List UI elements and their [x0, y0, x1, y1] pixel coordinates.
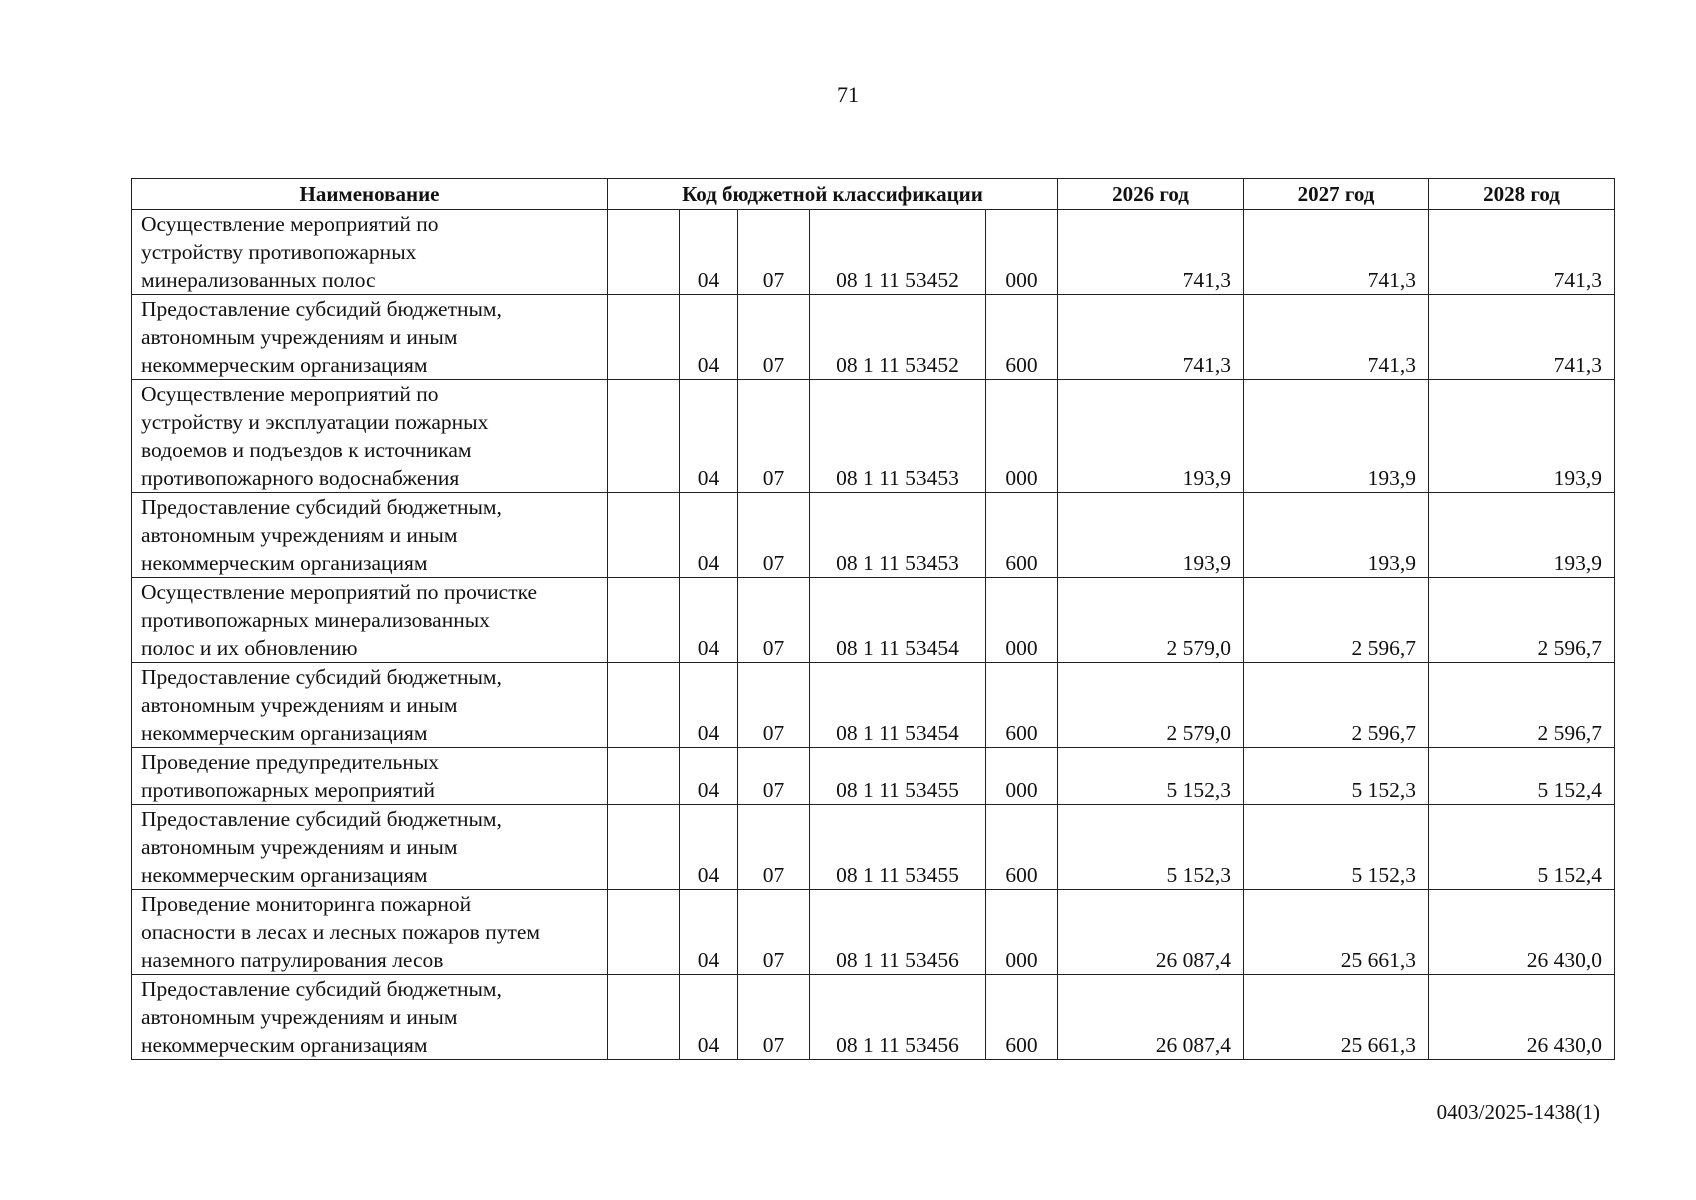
- code-target-article: 08 1 11 53454: [810, 663, 986, 748]
- amount-2027: 193,9: [1244, 380, 1429, 493]
- row-name-line: Осуществление мероприятий по: [141, 212, 439, 236]
- header-year-2026: 2026 год: [1058, 179, 1244, 210]
- code-subsection: 07: [738, 975, 810, 1060]
- code-target-article: 08 1 11 53456: [810, 975, 986, 1060]
- code-target-article: 08 1 11 53452: [810, 295, 986, 380]
- table-row: [132, 663, 1615, 748]
- table-body: [132, 210, 1615, 1060]
- page-number: 71: [837, 82, 859, 107]
- header-year-2028: 2028 год: [1429, 179, 1615, 210]
- row-name-line: Осуществление мероприятий по прочистке: [141, 580, 538, 604]
- amount-2028: 5 152,4: [1429, 748, 1615, 805]
- row-name: [132, 578, 608, 663]
- header-budget-code: Код бюджетной классификации: [608, 179, 1058, 210]
- code-section: 04: [680, 890, 738, 975]
- amount-2026: 193,9: [1058, 380, 1244, 493]
- code-subsection: 07: [738, 578, 810, 663]
- table-row: [132, 210, 1615, 295]
- amount-2027: 193,9: [1244, 493, 1429, 578]
- code-target-article: 08 1 11 53452: [810, 210, 986, 295]
- row-name-line: некоммерческим организациям: [141, 1033, 428, 1057]
- row-name-line: автономным учреждениям и иным: [141, 693, 458, 717]
- amount-2028: 2 596,7: [1429, 663, 1615, 748]
- amount-2028: 741,3: [1429, 295, 1615, 380]
- table-row: [132, 805, 1615, 890]
- code-section: 04: [680, 578, 738, 663]
- row-name-line: наземного патрулирования лесов: [141, 948, 444, 972]
- row-name: [132, 210, 608, 295]
- amount-2027: 741,3: [1244, 210, 1429, 295]
- amount-2027: 2 596,7: [1244, 578, 1429, 663]
- row-name-line: Предоставление субсидий бюджетным,: [141, 807, 502, 831]
- amount-2026: 26 087,4: [1058, 975, 1244, 1060]
- row-name: [132, 805, 608, 890]
- table-row: [132, 380, 1615, 493]
- code-section: 04: [680, 975, 738, 1060]
- amount-2026: 5 152,3: [1058, 748, 1244, 805]
- header-year-2027: 2027 год: [1244, 179, 1429, 210]
- row-name-line: опасности в лесах и лесных пожаров путем: [141, 920, 541, 944]
- row-name: [132, 975, 608, 1060]
- row-name-line: Предоставление субсидий бюджетным,: [141, 297, 502, 321]
- code-subsection: 07: [738, 663, 810, 748]
- code-target-article: 08 1 11 53454: [810, 578, 986, 663]
- code-target-article: 08 1 11 53453: [810, 380, 986, 493]
- amount-2026: 26 087,4: [1058, 890, 1244, 975]
- code-blank-cell: [608, 578, 680, 663]
- row-name: [132, 295, 608, 380]
- code-target-article: 08 1 11 53455: [810, 748, 986, 805]
- amount-2027: 5 152,3: [1244, 805, 1429, 890]
- code-blank-cell: [608, 975, 680, 1060]
- code-expense-type: 600: [986, 663, 1058, 748]
- amount-2027: 25 661,3: [1244, 975, 1429, 1060]
- row-name-line: водоемов и подъездов к источникам: [141, 438, 472, 462]
- code-expense-type: 600: [986, 493, 1058, 578]
- amount-2026: 5 152,3: [1058, 805, 1244, 890]
- code-subsection: 07: [738, 748, 810, 805]
- row-name-line: противопожарных мероприятий: [141, 778, 436, 802]
- row-name-line: полос и их обновлению: [141, 636, 358, 660]
- row-name-line: противопожарных минерализованных: [141, 608, 490, 632]
- code-target-article: 08 1 11 53455: [810, 805, 986, 890]
- code-section: 04: [680, 748, 738, 805]
- code-expense-type: 000: [986, 380, 1058, 493]
- amount-2026: 741,3: [1058, 295, 1244, 380]
- code-subsection: 07: [738, 890, 810, 975]
- row-name-line: Предоставление субсидий бюджетным,: [141, 977, 502, 1001]
- row-name-line: автономным учреждениям и иным: [141, 523, 458, 547]
- budget-table: [131, 178, 1615, 1060]
- code-target-article: 08 1 11 53456: [810, 890, 986, 975]
- row-name-line: автономным учреждениям и иным: [141, 325, 458, 349]
- code-expense-type: 000: [986, 748, 1058, 805]
- table-row: [132, 890, 1615, 975]
- code-subsection: 07: [738, 295, 810, 380]
- table-row: [132, 578, 1615, 663]
- amount-2026: 2 579,0: [1058, 578, 1244, 663]
- code-expense-type: 000: [986, 210, 1058, 295]
- code-target-article: 08 1 11 53453: [810, 493, 986, 578]
- table-row: [132, 295, 1615, 380]
- code-subsection: 07: [738, 805, 810, 890]
- row-name-line: некоммерческим организациям: [141, 863, 428, 887]
- code-section: 04: [680, 380, 738, 493]
- row-name-line: устройству и эксплуатации пожарных: [141, 410, 489, 434]
- row-name-line: автономным учреждениям и иным: [141, 835, 458, 859]
- document-code: 0403/2025-1438(1): [1436, 1100, 1600, 1124]
- code-expense-type: 600: [986, 805, 1058, 890]
- row-name-line: Осуществление мероприятий по: [141, 382, 439, 406]
- row-name-line: Предоставление субсидий бюджетным,: [141, 495, 502, 519]
- code-blank-cell: [608, 805, 680, 890]
- code-expense-type: 600: [986, 975, 1058, 1060]
- code-subsection: 07: [738, 493, 810, 578]
- code-blank-cell: [608, 380, 680, 493]
- code-subsection: 07: [738, 380, 810, 493]
- amount-2028: 5 152,4: [1429, 805, 1615, 890]
- code-blank-cell: [608, 210, 680, 295]
- code-blank-cell: [608, 890, 680, 975]
- code-blank-cell: [608, 493, 680, 578]
- row-name-line: некоммерческим организациям: [141, 721, 428, 745]
- row-name: [132, 890, 608, 975]
- code-expense-type: 000: [986, 890, 1058, 975]
- amount-2027: 2 596,7: [1244, 663, 1429, 748]
- amount-2028: 26 430,0: [1429, 890, 1615, 975]
- code-section: 04: [680, 663, 738, 748]
- amount-2028: 2 596,7: [1429, 578, 1615, 663]
- amount-2027: 25 661,3: [1244, 890, 1429, 975]
- row-name: [132, 380, 608, 493]
- amount-2028: 26 430,0: [1429, 975, 1615, 1060]
- amount-2026: 741,3: [1058, 210, 1244, 295]
- code-section: 04: [680, 493, 738, 578]
- code-section: 04: [680, 295, 738, 380]
- amount-2028: 741,3: [1429, 210, 1615, 295]
- row-name-line: устройству противопожарных: [141, 240, 417, 264]
- amount-2026: 2 579,0: [1058, 663, 1244, 748]
- code-section: 04: [680, 805, 738, 890]
- row-name-line: некоммерческим организациям: [141, 353, 428, 377]
- row-name-line: Предоставление субсидий бюджетным,: [141, 665, 502, 689]
- amount-2026: 193,9: [1058, 493, 1244, 578]
- amount-2027: 5 152,3: [1244, 748, 1429, 805]
- header-name: Наименование: [132, 179, 608, 210]
- row-name-line: минерализованных полос: [141, 268, 376, 292]
- code-blank-cell: [608, 295, 680, 380]
- table-row: [132, 493, 1615, 578]
- row-name-line: Проведение предупредительных: [141, 750, 440, 774]
- code-blank-cell: [608, 748, 680, 805]
- code-section: 04: [680, 210, 738, 295]
- row-name-line: автономным учреждениям и иным: [141, 1005, 458, 1029]
- table-header-row: [132, 179, 1615, 210]
- row-name: [132, 493, 608, 578]
- row-name: [132, 748, 608, 805]
- code-expense-type: 600: [986, 295, 1058, 380]
- amount-2027: 741,3: [1244, 295, 1429, 380]
- row-name-line: Проведение мониторинга пожарной: [141, 892, 472, 916]
- table-row: [132, 748, 1615, 805]
- code-expense-type: 000: [986, 578, 1058, 663]
- table-row: [132, 975, 1615, 1060]
- code-subsection: 07: [738, 210, 810, 295]
- amount-2028: 193,9: [1429, 380, 1615, 493]
- row-name-line: некоммерческим организациям: [141, 551, 428, 575]
- row-name: [132, 663, 608, 748]
- code-blank-cell: [608, 663, 680, 748]
- amount-2028: 193,9: [1429, 493, 1615, 578]
- row-name-line: противопожарного водоснабжения: [141, 466, 460, 490]
